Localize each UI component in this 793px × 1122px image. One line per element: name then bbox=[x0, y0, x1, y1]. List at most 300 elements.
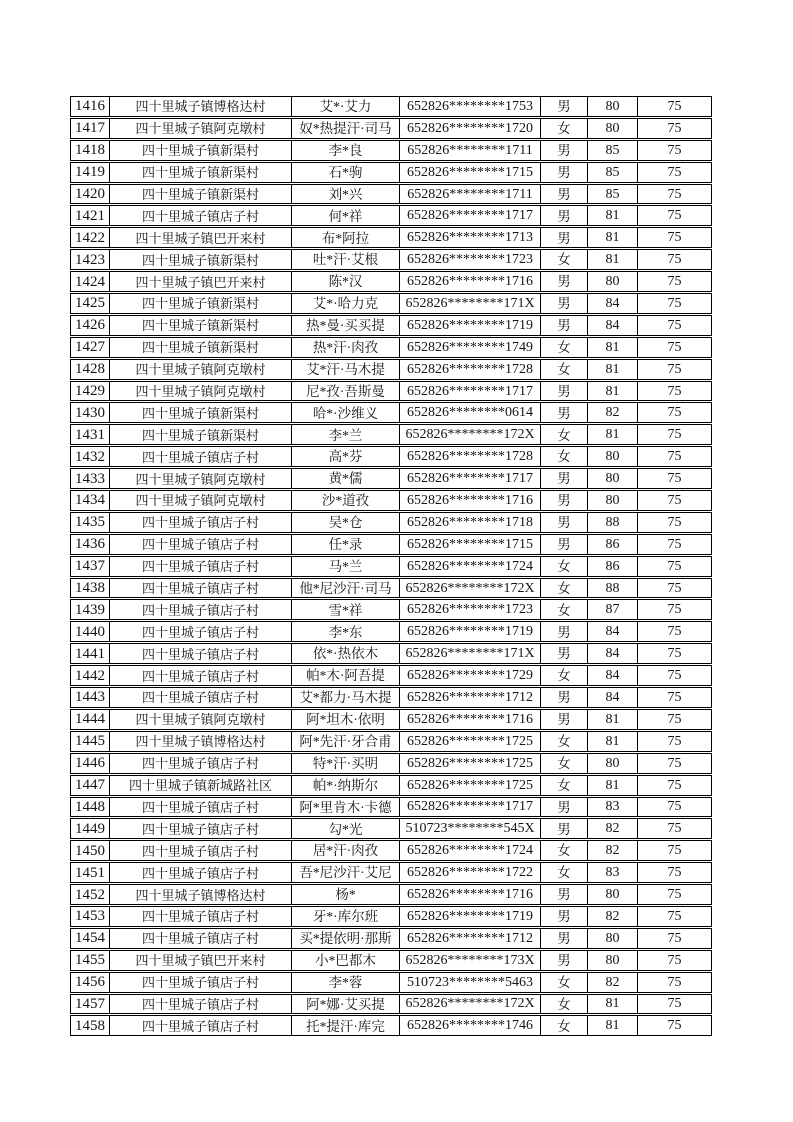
gender-cell: 男 bbox=[541, 272, 588, 291]
gender-cell: 男 bbox=[541, 710, 588, 729]
serial-cell: 1440 bbox=[71, 622, 110, 641]
village-cell: 四十里城子镇阿克墩村 bbox=[110, 382, 292, 401]
id-number-cell: 652826********1717 bbox=[400, 798, 541, 817]
score-b-cell: 75 bbox=[667, 733, 682, 749]
serial-cell: 1418 bbox=[71, 141, 110, 160]
village-cell: 四十里城子镇阿克墩村 bbox=[110, 469, 292, 488]
village-cell: 四十里城子镇新渠村 bbox=[110, 163, 292, 182]
serial-cell: 1428 bbox=[71, 360, 110, 379]
name-cell: 居*汗·肉孜 bbox=[292, 841, 400, 860]
score-a-cell: 88 bbox=[588, 579, 638, 598]
score-b-cell: 75 bbox=[667, 930, 682, 946]
name-cell: 李*蓉 bbox=[292, 973, 400, 992]
village-cell: 四十里城子镇阿克墩村 bbox=[110, 360, 292, 379]
id-number-cell: 652826********1753 bbox=[400, 97, 541, 116]
score-a-cell: 81 bbox=[588, 360, 638, 379]
table-row bbox=[70, 446, 712, 467]
score-a-cell: 80 bbox=[588, 929, 638, 948]
gender-cell: 男 bbox=[541, 141, 588, 160]
village-cell: 四十里城子镇新渠村 bbox=[110, 185, 292, 204]
serial-cell: 1439 bbox=[71, 600, 110, 619]
score-b-cell: 75 bbox=[667, 887, 682, 902]
score-a-cell: 81 bbox=[588, 776, 638, 795]
score-b-cell: 75 bbox=[667, 186, 682, 202]
id-number-cell: 652826********1725 bbox=[400, 754, 541, 773]
name-cell: 沙*道孜 bbox=[292, 491, 400, 510]
serial-cell: 1452 bbox=[71, 885, 110, 904]
serial-cell: 1437 bbox=[71, 557, 110, 576]
table-row bbox=[70, 556, 712, 577]
serial-cell: 1433 bbox=[71, 469, 110, 488]
gender-cell: 男 bbox=[541, 951, 588, 970]
id-number-cell: 652826********1728 bbox=[400, 360, 541, 379]
village-cell: 四十里城子镇新城路社区 bbox=[110, 776, 292, 795]
serial-cell: 1426 bbox=[71, 316, 110, 335]
serial-cell: 1430 bbox=[71, 403, 110, 422]
table-row bbox=[70, 271, 712, 292]
score-b-cell: 75 bbox=[667, 164, 682, 180]
gender-cell: 女 bbox=[541, 841, 588, 860]
score-a-cell: 80 bbox=[588, 491, 638, 510]
score-a-cell: 80 bbox=[588, 119, 638, 138]
score-a-cell: 81 bbox=[588, 1016, 638, 1035]
name-cell: 李*东 bbox=[292, 622, 400, 641]
village-cell: 四十里城子镇博格达村 bbox=[110, 885, 292, 904]
village-cell: 四十里城子镇店子村 bbox=[110, 754, 292, 773]
name-cell: 哈*·沙维义 bbox=[292, 403, 400, 422]
gender-cell: 男 bbox=[541, 97, 588, 116]
score-b-cell: 75 bbox=[667, 865, 682, 881]
table-row bbox=[70, 840, 712, 861]
score-b-cell: 75 bbox=[667, 974, 682, 990]
table-row bbox=[70, 818, 712, 839]
serial-cell: 1425 bbox=[71, 294, 110, 313]
id-number-cell: 510723********545X bbox=[400, 819, 541, 838]
serial-cell: 1434 bbox=[71, 491, 110, 510]
name-cell: 热*曼·买买提 bbox=[292, 316, 400, 335]
serial-cell: 1456 bbox=[71, 973, 110, 992]
gender-cell: 男 bbox=[541, 929, 588, 948]
id-number-cell: 652826********1723 bbox=[400, 600, 541, 619]
score-b-cell: 75 bbox=[667, 208, 682, 224]
id-number-cell: 652826********1712 bbox=[400, 929, 541, 948]
village-cell: 四十里城子镇巴开来村 bbox=[110, 228, 292, 247]
serial-cell: 1451 bbox=[71, 863, 110, 882]
score-b-cell: 75 bbox=[667, 821, 682, 837]
gender-cell: 女 bbox=[541, 1016, 588, 1035]
table-row bbox=[70, 205, 712, 226]
score-b-cell: 75 bbox=[667, 471, 682, 487]
table-row bbox=[70, 665, 712, 686]
score-b-cell: 75 bbox=[667, 843, 682, 859]
table-row bbox=[70, 249, 712, 270]
score-b-cell: 75 bbox=[667, 799, 682, 815]
score-b-cell: 75 bbox=[667, 646, 682, 662]
score-b-cell: 75 bbox=[667, 689, 682, 705]
serial-cell: 1420 bbox=[71, 185, 110, 204]
score-a-cell: 84 bbox=[588, 622, 638, 641]
id-number-cell: 652826********172X bbox=[400, 579, 541, 598]
serial-cell: 1416 bbox=[71, 97, 110, 116]
score-a-cell: 81 bbox=[588, 206, 638, 225]
name-cell: 陈*汉 bbox=[292, 272, 400, 291]
name-cell: 他*尼沙汗·司马 bbox=[292, 579, 400, 598]
table-row bbox=[70, 337, 712, 358]
score-b-cell: 75 bbox=[667, 711, 682, 727]
village-cell: 四十里城子镇店子村 bbox=[110, 579, 292, 598]
score-a-cell: 81 bbox=[588, 995, 638, 1014]
name-cell: 吾*尼沙汗·艾尼 bbox=[292, 863, 400, 882]
village-cell: 四十里城子镇店子村 bbox=[110, 557, 292, 576]
name-cell: 阿*坦木·依明 bbox=[292, 710, 400, 729]
id-number-cell: 652826********1722 bbox=[400, 863, 541, 882]
name-cell: 高*芬 bbox=[292, 447, 400, 466]
serial-cell: 1422 bbox=[71, 228, 110, 247]
gender-cell: 女 bbox=[541, 557, 588, 576]
gender-cell: 男 bbox=[541, 206, 588, 225]
score-b-cell: 75 bbox=[667, 668, 682, 684]
gender-cell: 女 bbox=[541, 119, 588, 138]
name-cell: 黄*儒 bbox=[292, 469, 400, 488]
id-number-cell: 652826********1720 bbox=[400, 119, 541, 138]
score-b-cell: 75 bbox=[667, 230, 682, 246]
village-cell: 四十里城子镇店子村 bbox=[110, 535, 292, 554]
village-cell: 四十里城子镇店子村 bbox=[110, 798, 292, 817]
serial-cell: 1431 bbox=[71, 425, 110, 444]
table-row bbox=[70, 315, 712, 336]
name-cell: 吐*汗·艾根 bbox=[292, 250, 400, 269]
id-number-cell: 652826********1716 bbox=[400, 491, 541, 510]
name-cell: 帕*·纳斯尔 bbox=[292, 776, 400, 795]
serial-cell: 1450 bbox=[71, 841, 110, 860]
table-row bbox=[70, 293, 712, 314]
serial-cell: 1423 bbox=[71, 250, 110, 269]
score-b-cell: 75 bbox=[667, 908, 682, 924]
score-b-cell: 75 bbox=[667, 996, 682, 1012]
serial-cell: 1442 bbox=[71, 666, 110, 685]
name-cell: 雪*祥 bbox=[292, 600, 400, 619]
table-row bbox=[70, 928, 712, 949]
village-cell: 四十里城子镇店子村 bbox=[110, 644, 292, 663]
id-number-cell: 652826********1715 bbox=[400, 535, 541, 554]
name-cell: 阿*里肯木·卡德 bbox=[292, 798, 400, 817]
gender-cell: 男 bbox=[541, 316, 588, 335]
score-a-cell: 85 bbox=[588, 185, 638, 204]
score-a-cell: 80 bbox=[588, 951, 638, 970]
score-b-cell: 75 bbox=[667, 514, 682, 530]
name-cell: 李*良 bbox=[292, 141, 400, 160]
table-row bbox=[70, 906, 712, 927]
village-cell: 四十里城子镇新渠村 bbox=[110, 141, 292, 160]
score-a-cell: 86 bbox=[588, 535, 638, 554]
village-cell: 四十里城子镇店子村 bbox=[110, 1016, 292, 1035]
id-number-cell: 652826********1717 bbox=[400, 469, 541, 488]
roster-table bbox=[70, 96, 712, 1036]
gender-cell: 女 bbox=[541, 666, 588, 685]
village-cell: 四十里城子镇店子村 bbox=[110, 206, 292, 225]
score-b-cell: 75 bbox=[667, 602, 682, 618]
id-number-cell: 652826********1717 bbox=[400, 206, 541, 225]
table-row bbox=[70, 402, 712, 423]
table-row bbox=[70, 227, 712, 248]
score-b-cell: 75 bbox=[667, 755, 682, 771]
score-b-cell: 75 bbox=[667, 1018, 682, 1034]
name-cell: 托*提汗·库完 bbox=[292, 1016, 400, 1035]
score-a-cell: 81 bbox=[588, 425, 638, 444]
village-cell: 四十里城子镇店子村 bbox=[110, 907, 292, 926]
name-cell: 特*汗·买明 bbox=[292, 754, 400, 773]
village-cell: 四十里城子镇店子村 bbox=[110, 819, 292, 838]
id-number-cell: 652826********172X bbox=[400, 425, 541, 444]
score-b-cell: 75 bbox=[667, 274, 682, 290]
serial-cell: 1417 bbox=[71, 119, 110, 138]
village-cell: 四十里城子镇店子村 bbox=[110, 513, 292, 532]
score-a-cell: 83 bbox=[588, 863, 638, 882]
village-cell: 四十里城子镇新渠村 bbox=[110, 316, 292, 335]
score-a-cell: 86 bbox=[588, 557, 638, 576]
name-cell: 艾*·艾力 bbox=[292, 97, 400, 116]
table-row bbox=[70, 381, 712, 402]
name-cell: 马*兰 bbox=[292, 557, 400, 576]
score-a-cell: 81 bbox=[588, 338, 638, 357]
serial-cell: 1419 bbox=[71, 163, 110, 182]
table-row bbox=[70, 643, 712, 664]
table-row bbox=[70, 621, 712, 642]
gender-cell: 女 bbox=[541, 600, 588, 619]
serial-cell: 1455 bbox=[71, 951, 110, 970]
score-b-cell: 75 bbox=[667, 580, 682, 596]
gender-cell: 女 bbox=[541, 776, 588, 795]
id-number-cell: 652826********1728 bbox=[400, 447, 541, 466]
score-b-cell: 75 bbox=[667, 536, 682, 552]
serial-cell: 1445 bbox=[71, 732, 110, 751]
name-cell: 吴*仓 bbox=[292, 513, 400, 532]
table-row bbox=[70, 118, 712, 139]
name-cell: 勾*光 bbox=[292, 819, 400, 838]
name-cell: 刘*兴 bbox=[292, 185, 400, 204]
id-number-cell: 652826********1746 bbox=[400, 1016, 541, 1035]
serial-cell: 1432 bbox=[71, 447, 110, 466]
name-cell: 李*兰 bbox=[292, 425, 400, 444]
name-cell: 艾*都力·马木提 bbox=[292, 688, 400, 707]
serial-cell: 1429 bbox=[71, 382, 110, 401]
name-cell: 布*阿拉 bbox=[292, 228, 400, 247]
score-a-cell: 82 bbox=[588, 841, 638, 860]
id-number-cell: 652826********1723 bbox=[400, 250, 541, 269]
village-cell: 四十里城子镇店子村 bbox=[110, 688, 292, 707]
table-row bbox=[70, 468, 712, 489]
score-a-cell: 85 bbox=[588, 163, 638, 182]
id-number-cell: 652826********1711 bbox=[400, 141, 541, 160]
village-cell: 四十里城子镇店子村 bbox=[110, 666, 292, 685]
gender-cell: 女 bbox=[541, 447, 588, 466]
village-cell: 四十里城子镇新渠村 bbox=[110, 338, 292, 357]
village-cell: 四十里城子镇博格达村 bbox=[110, 97, 292, 116]
score-a-cell: 81 bbox=[588, 710, 638, 729]
name-cell: 买*提依明·那斯 bbox=[292, 929, 400, 948]
table-row bbox=[70, 1015, 712, 1036]
table-row bbox=[70, 490, 712, 511]
serial-cell: 1444 bbox=[71, 710, 110, 729]
id-number-cell: 652826********1719 bbox=[400, 316, 541, 335]
gender-cell: 男 bbox=[541, 535, 588, 554]
table-row bbox=[70, 950, 712, 971]
table-row bbox=[70, 140, 712, 161]
village-cell: 四十里城子镇店子村 bbox=[110, 929, 292, 948]
id-number-cell: 652826********1715 bbox=[400, 163, 541, 182]
serial-cell: 1449 bbox=[71, 819, 110, 838]
serial-cell: 1424 bbox=[71, 272, 110, 291]
score-b-cell: 75 bbox=[667, 142, 682, 158]
score-b-cell: 75 bbox=[667, 405, 682, 421]
table-row bbox=[70, 184, 712, 205]
id-number-cell: 652826********1724 bbox=[400, 557, 541, 576]
id-number-cell: 652826********1719 bbox=[400, 622, 541, 641]
serial-cell: 1438 bbox=[71, 579, 110, 598]
score-b-cell: 75 bbox=[667, 777, 682, 793]
village-cell: 四十里城子镇巴开来村 bbox=[110, 951, 292, 970]
score-b-cell: 75 bbox=[667, 558, 682, 574]
serial-cell: 1441 bbox=[71, 644, 110, 663]
id-number-cell: 652826********1716 bbox=[400, 272, 541, 291]
score-b-cell: 75 bbox=[667, 295, 682, 311]
name-cell: 艾*·哈力克 bbox=[292, 294, 400, 313]
table-row bbox=[70, 599, 712, 620]
gender-cell: 男 bbox=[541, 819, 588, 838]
name-cell: 尼*孜·吾斯曼 bbox=[292, 382, 400, 401]
id-number-cell: 652826********172X bbox=[400, 995, 541, 1014]
gender-cell: 男 bbox=[541, 885, 588, 904]
score-a-cell: 82 bbox=[588, 819, 638, 838]
gender-cell: 女 bbox=[541, 732, 588, 751]
name-cell: 阿*先汗·牙合甫 bbox=[292, 732, 400, 751]
table-row bbox=[70, 775, 712, 796]
name-cell: 何*祥 bbox=[292, 206, 400, 225]
gender-cell: 女 bbox=[541, 579, 588, 598]
table-row bbox=[70, 731, 712, 752]
table-row bbox=[70, 797, 712, 818]
id-number-cell: 652826********1724 bbox=[400, 841, 541, 860]
gender-cell: 女 bbox=[541, 995, 588, 1014]
village-cell: 四十里城子镇店子村 bbox=[110, 973, 292, 992]
serial-cell: 1453 bbox=[71, 907, 110, 926]
id-number-cell: 652826********1712 bbox=[400, 688, 541, 707]
village-cell: 四十里城子镇阿克墩村 bbox=[110, 491, 292, 510]
village-cell: 四十里城子镇新渠村 bbox=[110, 294, 292, 313]
serial-cell: 1458 bbox=[71, 1016, 110, 1035]
village-cell: 四十里城子镇新渠村 bbox=[110, 403, 292, 422]
score-a-cell: 80 bbox=[588, 754, 638, 773]
table-row bbox=[70, 687, 712, 708]
score-a-cell: 83 bbox=[588, 798, 638, 817]
name-cell: 奴*热提汗·司马 bbox=[292, 119, 400, 138]
score-b-cell: 75 bbox=[667, 252, 682, 268]
village-cell: 四十里城子镇阿克墩村 bbox=[110, 119, 292, 138]
gender-cell: 男 bbox=[541, 513, 588, 532]
gender-cell: 女 bbox=[541, 754, 588, 773]
name-cell: 热*汗·肉孜 bbox=[292, 338, 400, 357]
gender-cell: 女 bbox=[541, 250, 588, 269]
gender-cell: 女 bbox=[541, 338, 588, 357]
name-cell: 阿*娜·艾买提 bbox=[292, 995, 400, 1014]
table-row bbox=[70, 994, 712, 1015]
serial-cell: 1454 bbox=[71, 929, 110, 948]
village-cell: 四十里城子镇店子村 bbox=[110, 600, 292, 619]
score-b-cell: 75 bbox=[667, 449, 682, 465]
score-b-cell: 75 bbox=[667, 492, 682, 508]
name-cell: 艾*汗·马木提 bbox=[292, 360, 400, 379]
table-row bbox=[70, 972, 712, 993]
id-number-cell: 652826********173X bbox=[400, 951, 541, 970]
gender-cell: 男 bbox=[541, 163, 588, 182]
village-cell: 四十里城子镇店子村 bbox=[110, 841, 292, 860]
score-a-cell: 81 bbox=[588, 382, 638, 401]
score-a-cell: 80 bbox=[588, 885, 638, 904]
id-number-cell: 510723********5463 bbox=[400, 973, 541, 992]
name-cell: 牙*·库尔班 bbox=[292, 907, 400, 926]
id-number-cell: 652826********1749 bbox=[400, 338, 541, 357]
serial-cell: 1427 bbox=[71, 338, 110, 357]
gender-cell: 男 bbox=[541, 469, 588, 488]
serial-cell: 1457 bbox=[71, 995, 110, 1014]
table-row bbox=[70, 862, 712, 883]
gender-cell: 女 bbox=[541, 863, 588, 882]
village-cell: 四十里城子镇巴开来村 bbox=[110, 272, 292, 291]
serial-cell: 1436 bbox=[71, 535, 110, 554]
score-b-cell: 75 bbox=[667, 339, 682, 355]
id-number-cell: 652826********1717 bbox=[400, 382, 541, 401]
id-number-cell: 652826********1716 bbox=[400, 885, 541, 904]
table-row bbox=[70, 578, 712, 599]
score-a-cell: 80 bbox=[588, 447, 638, 466]
score-a-cell: 81 bbox=[588, 250, 638, 269]
serial-cell: 1446 bbox=[71, 754, 110, 773]
serial-cell: 1435 bbox=[71, 513, 110, 532]
score-a-cell: 80 bbox=[588, 272, 638, 291]
name-cell: 任*录 bbox=[292, 535, 400, 554]
score-b-cell: 75 bbox=[667, 952, 682, 968]
serial-cell: 1421 bbox=[71, 206, 110, 225]
score-a-cell: 87 bbox=[588, 600, 638, 619]
id-number-cell: 652826********171X bbox=[400, 294, 541, 313]
id-number-cell: 652826********0614 bbox=[400, 403, 541, 422]
gender-cell: 男 bbox=[541, 798, 588, 817]
score-b-cell: 75 bbox=[667, 624, 682, 640]
score-a-cell: 84 bbox=[588, 294, 638, 313]
table-row bbox=[70, 359, 712, 380]
id-number-cell: 652826********171X bbox=[400, 644, 541, 663]
score-a-cell: 80 bbox=[588, 469, 638, 488]
village-cell: 四十里城子镇店子村 bbox=[110, 863, 292, 882]
gender-cell: 男 bbox=[541, 382, 588, 401]
score-b-cell: 75 bbox=[667, 98, 682, 114]
id-number-cell: 652826********1713 bbox=[400, 228, 541, 247]
name-cell: 依*·热依木 bbox=[292, 644, 400, 663]
gender-cell: 男 bbox=[541, 644, 588, 663]
table-row bbox=[70, 96, 712, 117]
score-a-cell: 81 bbox=[588, 732, 638, 751]
id-number-cell: 652826********1729 bbox=[400, 666, 541, 685]
table-row bbox=[70, 884, 712, 905]
table-row bbox=[70, 753, 712, 774]
gender-cell: 女 bbox=[541, 973, 588, 992]
score-a-cell: 84 bbox=[588, 644, 638, 663]
table-row bbox=[70, 709, 712, 730]
id-number-cell: 652826********1719 bbox=[400, 907, 541, 926]
score-b-cell: 75 bbox=[667, 427, 682, 443]
score-a-cell: 82 bbox=[588, 973, 638, 992]
gender-cell: 男 bbox=[541, 688, 588, 707]
